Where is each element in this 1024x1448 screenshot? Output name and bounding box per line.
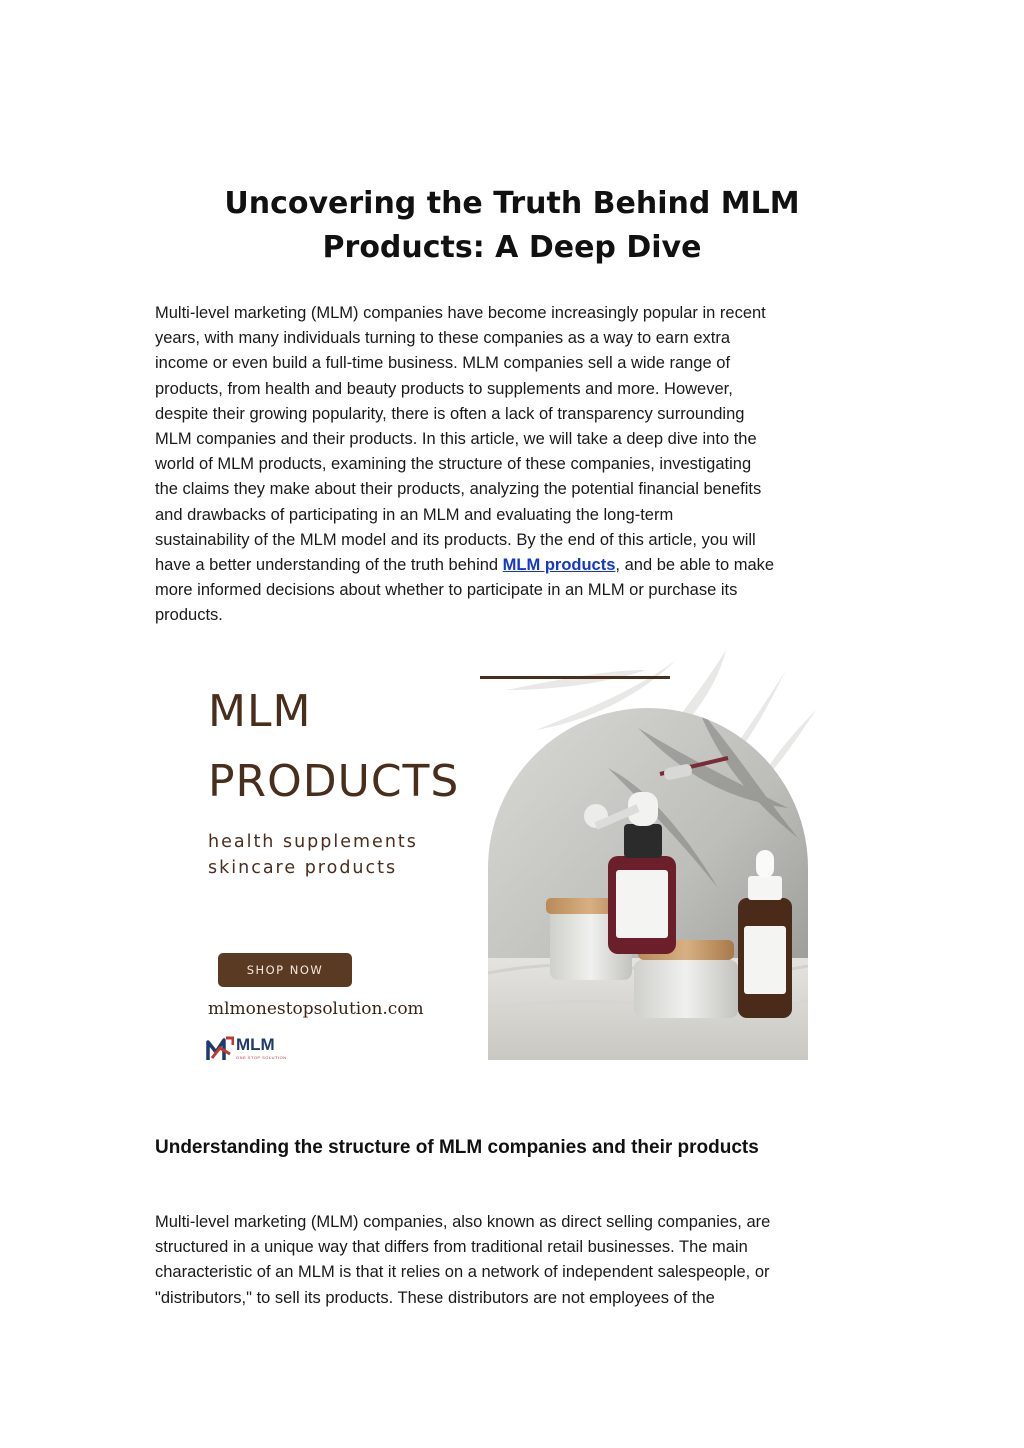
logo-mark-icon: [206, 1036, 234, 1060]
section-paragraph: [155, 1210, 875, 1311]
intro-line: the claims they make about their products, analyzing the potential financial benefits: [155, 480, 762, 499]
intro-line: world of MLM products, examining the structure of these companies, investigating: [155, 455, 752, 474]
intro-line: products.: [155, 606, 223, 625]
logo-tagline: ONE STOP SOLUTION: [236, 1055, 287, 1060]
mlm-products-link[interactable]: MLM products: [502, 556, 616, 575]
section-line: "distributors," to sell its products. These distributors are not employees of the: [155, 1288, 715, 1307]
shop-now-button[interactable]: SHOP NOW: [218, 953, 352, 987]
intro-line: years, with many individuals turning to these companies as a way to earn extra: [155, 329, 731, 348]
intro-line: products, from health and beauty products to supplements and more. However,: [155, 379, 733, 398]
banner-title-line-2: PRODUCTS: [208, 756, 460, 807]
banner-subtitle-line-2: skincare products: [208, 858, 398, 878]
promo-banner: [196, 650, 820, 1060]
banner-website: mlmonestopsolution.com: [208, 999, 424, 1019]
intro-line: income or even build a full-time business. MLM companies sell a wide range of: [155, 354, 731, 373]
logo-text: MLM: [236, 1035, 275, 1054]
intro-line: sustainability of the MLM model and its products. By the end of this article, you will: [155, 530, 756, 549]
intro-line: more informed decisions about whether to participate in an MLM or purchase its: [155, 581, 738, 600]
product-photo: [488, 708, 808, 1060]
brand-logo: [206, 1034, 296, 1060]
section-line: characteristic of an MLM is that it relies on a network of independent salespeople, or: [155, 1263, 770, 1282]
banner-subtitle-line-1: health supplements: [208, 832, 418, 852]
article-title-line-1: Uncovering the Truth Behind MLM: [224, 186, 800, 221]
intro-text: have a better understanding of the truth behind: [155, 556, 503, 575]
intro-paragraph: [155, 301, 875, 629]
intro-line: Multi-level marketing (MLM) companies have become increasingly popular in recent: [155, 304, 766, 322]
skincare-bottles-image: [488, 708, 808, 1060]
intro-text: , and be able to make: [615, 556, 775, 575]
section-heading: Understanding the structure of MLM companies and their products: [155, 1137, 759, 1158]
section-line: structured in a unique way that differs from traditional retail businesses. The main: [155, 1238, 748, 1257]
intro-line-with-link: [155, 553, 875, 578]
intro-line: MLM companies and their products. In this article, we will take a deep dive into the: [155, 430, 757, 449]
article-title: [150, 182, 874, 270]
banner-divider: [480, 676, 670, 679]
intro-line: despite their growing popularity, there is often a lack of transparency surrounding: [155, 404, 745, 423]
banner-title-line-1: MLM: [208, 686, 312, 737]
section-line: Multi-level marketing (MLM) companies, also known as direct selling companies, are: [155, 1213, 771, 1231]
intro-line: and drawbacks of participating in an MLM and evaluating the long-term: [155, 505, 674, 524]
article-title-line-2: Products: A Deep Dive: [322, 230, 702, 265]
